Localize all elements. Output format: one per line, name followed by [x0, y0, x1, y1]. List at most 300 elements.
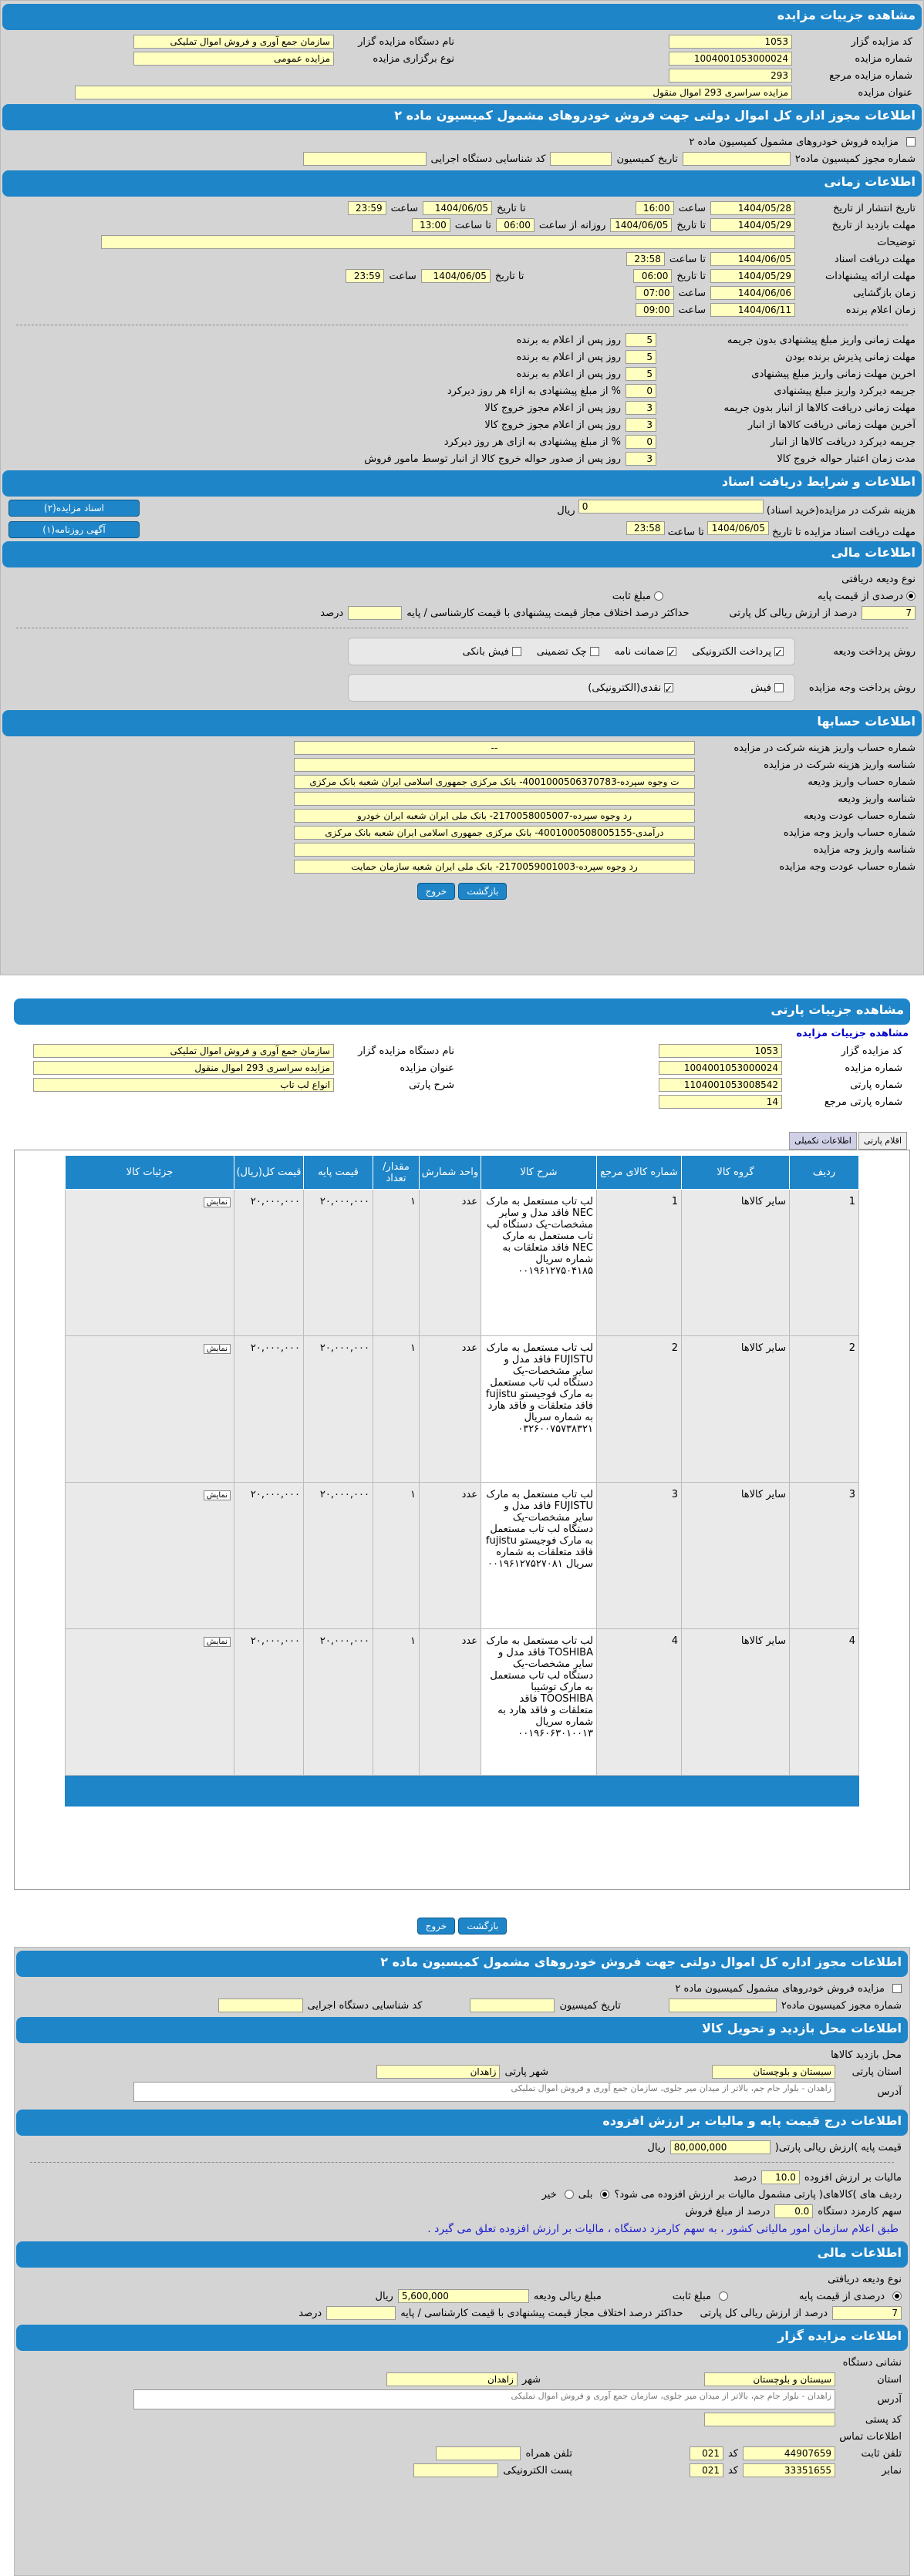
cell-price: ۲۰,۰۰۰,۰۰۰: [304, 1483, 373, 1629]
show-button[interactable]: نمایش: [204, 1344, 231, 1354]
terms-list: [1, 332, 923, 467]
permit-date-field: [550, 152, 612, 166]
cell-details: [66, 1336, 234, 1483]
party-subtitle: مشاهده جزییات مزایده: [796, 1028, 909, 1039]
pay-method-label: روش پرداخت ودیعه: [833, 645, 916, 658]
org-field: سازمان جمع آوری و فروش اموال تملیکی: [133, 35, 334, 49]
fee-label: هزینه شرکت در مزایده(خرید اسناد): [766, 505, 916, 517]
fee-share-label: سهم کارمزد دستگاه: [818, 2205, 902, 2217]
subject-field: مزایده سراسری 293 اموال منقول: [75, 86, 792, 99]
fax-code-label: کد: [727, 2464, 738, 2477]
cell-group: سایر کالاها: [682, 1190, 790, 1336]
price-opt-label: فیش: [750, 682, 771, 694]
newspaper-ad-button[interactable]: آگهی روزنامه(۱): [8, 521, 140, 538]
visit-to-label: تا تاریخ: [676, 219, 706, 231]
percent2-text: درصد از ارزش ریالی کل پارتی: [700, 2307, 828, 2319]
term-row: [1, 399, 923, 416]
fee-share-field: 0.0: [774, 2204, 813, 2218]
visit-h2-field: 13:00: [412, 218, 450, 232]
cell-price: ۲۰,۰۰۰,۰۰۰: [304, 1336, 373, 1483]
fixed2-radio[interactable]: [719, 2291, 728, 2301]
pub-hour2-label: ساعت: [390, 202, 419, 214]
cell-total: ۲۰,۰۰۰,۰۰۰: [234, 1336, 304, 1483]
offer-label: مهلت ارائه پیشنهادات: [825, 270, 916, 282]
table-footer: [65, 1776, 859, 1807]
price-pay-options: [348, 674, 795, 702]
party-subj-label: عنوان مزایده: [400, 1062, 454, 1074]
column-header: شماره کالای مرجع: [597, 1156, 682, 1190]
permit2-num-field: [669, 1999, 777, 2012]
party-subj-field: مزایده سراسری 293 اموال منقول: [33, 1061, 334, 1075]
no-radio[interactable]: [565, 2190, 574, 2199]
column-header: واحد شمارش: [420, 1156, 481, 1190]
permit-checkbox[interactable]: [906, 137, 916, 146]
no-label: خیر: [541, 2188, 557, 2201]
pay-opt-label: فیش بانکی: [462, 645, 509, 658]
term-row: [1, 349, 923, 365]
party-org-field: سازمان جمع آوری و فروش اموال تملیکی: [33, 1044, 334, 1058]
table-row: [66, 1190, 859, 1336]
pub-h2-field: 23:59: [348, 201, 386, 215]
table-row: [66, 1483, 859, 1629]
yes-label: بلی: [578, 2188, 593, 2201]
cell-total: ۲۰,۰۰۰,۰۰۰: [234, 1190, 304, 1336]
fee-field: 0: [578, 500, 764, 514]
term-row: [1, 382, 923, 399]
open-field: 1404/06/06: [710, 286, 795, 300]
offer-hour-label: ساعت: [389, 270, 416, 282]
account-label: شناسه واریز هزینه شرکت در مزایده: [764, 759, 916, 771]
column-header: مقدار/تعداد: [373, 1156, 420, 1190]
party-num-field: 1004001053000024: [659, 1061, 782, 1075]
party-code-label: کد مزایده گزار: [841, 1045, 902, 1057]
announce-field: 1404/06/11: [710, 303, 795, 317]
open-hour-label: ساعت: [678, 287, 706, 299]
account-label: شناسه واریز وجه مزایده: [813, 844, 916, 856]
cell-desc: لب تاب مستعمل به مارک TOSHIBA فاقد مدل و سایر مشخصات-یک دستگاه لب تاب مستعمل به مارک توشیبا TOOSHIBA فاقد متعلقات و فاقد هارد به شماره سریال ۰۰۱۹۶۰۶۳۰۱۰۰۱۳: [481, 1629, 597, 1776]
account-value: [294, 758, 695, 772]
permit2-checkbox[interactable]: [892, 1984, 902, 1993]
table-row: [66, 1629, 859, 1776]
term-value: 5: [626, 350, 656, 364]
permit-header: اطلاعات مجوز اداره کل اموال دولتی جهت فروش خودروهای مشمول کمیسیون ماده ۲: [2, 104, 922, 130]
party-back-button[interactable]: بازگشت: [458, 1918, 507, 1935]
term-value: 0: [626, 435, 656, 449]
cell-n: 1: [790, 1190, 859, 1336]
party-org-label: نام دستگاه مزایده گزار: [358, 1045, 454, 1057]
doc-tohour-label: تا ساعت: [669, 253, 706, 265]
exit-button[interactable]: خروج: [417, 883, 456, 900]
max-diff-field: [348, 606, 402, 620]
offer-h1-field: 06:00: [633, 269, 672, 283]
base-rial: ریال: [647, 2141, 666, 2153]
code-label: کد مزایده گزار: [851, 35, 912, 48]
term-unit: % از مبلغ پیشنهادی به ازای هر روز دیرکرد: [443, 436, 621, 448]
ref-label: شماره مزایده مرجع: [829, 69, 912, 82]
price-opt-label: نقدی(الکترونیکی): [588, 682, 662, 694]
visit-addr-label: آدرس: [877, 2086, 902, 2098]
base-label: قیمت پایه )ارزش ریالی پارتی(: [774, 2141, 902, 2153]
mobile-label: تلفن همراه: [525, 2447, 572, 2460]
column-header: شرح کالا: [481, 1156, 597, 1190]
back-button[interactable]: بازگشت: [458, 883, 507, 900]
max-diff-text: حداکثر درصد اختلاف مجاز قیمت پیشنهادی با قیمت کارشناسی / پایه: [406, 607, 690, 619]
pub-h1-field: 16:00: [636, 201, 674, 215]
offer-h2-field: 23:59: [346, 269, 384, 283]
visit-city-label: شهر پارتی: [504, 2066, 548, 2078]
party-ref-label: شماره پارتی مرجع: [824, 1096, 902, 1108]
cell-qty: ۱: [373, 1483, 420, 1629]
term-unit: % از مبلغ پیشنهادی به ازاء هر روز دیرکرد: [447, 385, 621, 397]
fixed-radio[interactable]: [654, 591, 663, 601]
mobile-field: [436, 2446, 521, 2460]
account-label: شماره حساب واریز وجه مزایده: [783, 827, 916, 839]
term-value: 3: [626, 401, 656, 415]
offer-to-field: 1404/06/05: [421, 269, 491, 283]
permit-num-label: شماره مجوز کمیسیون ماده۲: [794, 153, 916, 165]
auc-prov-label: استان: [877, 2373, 902, 2386]
permit2-header: اطلاعات مجوز اداره کل اموال دولتی جهت فروش خودروهای مشمول کمیسیون ماده ۲: [16, 1951, 908, 1977]
deadline-field: 1404/06/05: [707, 521, 769, 535]
open-h-field: 07:00: [636, 286, 674, 300]
price-opt-checkbox[interactable]: [774, 683, 784, 692]
auctioneer-header: اطلاعات مزایده گزار: [16, 2325, 908, 2351]
term-unit: روز پس از اعلام مجوز خروج کالا: [484, 419, 621, 431]
account-value: رد وجوه سپرده-2170058005007- بانک ملی ایران شعبه ایران خودرو: [294, 809, 695, 823]
cell-unit: عدد: [420, 1629, 481, 1776]
cell-group: سایر کالاها: [682, 1483, 790, 1629]
vat-unit: درصد: [733, 2171, 757, 2184]
term-value: 3: [626, 418, 656, 432]
percent2-label: درصدی از قیمت پایه: [799, 2290, 885, 2302]
table-row: [66, 1336, 859, 1483]
cell-details: [66, 1483, 234, 1629]
tel-label: تلفن ثابت: [861, 2447, 902, 2460]
cell-qty: ۱: [373, 1336, 420, 1483]
cell-desc: لب تاب مستعمل به مارک FUJISTU فاقد مدل و سایر مشخصات-یک دستگاه لب تاب مستعمل به مارک فوجیستو fujistu فاقد متعلقات به شماره سریال ۰۰۱۹۶۱۲۷۵۲۷۰۸۱: [481, 1483, 597, 1629]
account-value: رد وجوه سپرده-2170059001003- بانک ملی ایران شعبه سازمان حمایت: [294, 860, 695, 874]
desc-label: توضیحات: [877, 236, 916, 248]
party-ref-field: 14: [659, 1095, 782, 1109]
announce-hour-label: ساعت: [678, 304, 706, 316]
accounts-list: [1, 739, 923, 875]
amount-label: مبلغ ریالی ودیعه: [533, 2290, 602, 2302]
pay-opt-label: چک تضمینی: [536, 645, 587, 658]
fax-label: نمابر: [882, 2464, 902, 2477]
party-title: مشاهده جزییات پارتی: [14, 998, 910, 1025]
deposit2-type-label: نوع ودیعه دریافتی: [828, 2273, 902, 2285]
permit-date-label: تاریخ کمیسیون: [616, 153, 678, 165]
tax-header: اطلاعات درج قیمت پایه و مالیات بر ارزش افزوده: [16, 2110, 908, 2136]
type-field: مزایده عمومی: [133, 52, 334, 66]
term-label: مهلت زمانی دریافت کالاها از انبار بدون جریمه: [723, 402, 916, 414]
price-pay-label: روش پرداخت وجه مزایده: [808, 682, 916, 694]
fax-code-field: 021: [690, 2463, 723, 2477]
account-row: [1, 739, 923, 756]
term-value: 5: [626, 333, 656, 347]
tax-note: طبق اعلام سازمان امور مالیاتی کشور ، به سهم کارمزد دستگاه ، مالیات بر ارزش افزوده تعلق می گیرد .: [427, 2223, 899, 2235]
vat-field: 10.0: [761, 2170, 800, 2184]
visit-prov-label: استان پارتی: [851, 2066, 902, 2078]
account-label: شماره حساب عودت وجه مزایده: [779, 860, 916, 873]
account-row: [1, 841, 923, 858]
account-value: درآمدی-4001000508005155- بانک مرکزی جمهوری اسلامی ایران شعبه بانک مرکزی: [294, 826, 695, 840]
party-pnum-label: شماره پارتی: [850, 1079, 902, 1091]
accounts-header: اطلاعات حسابها: [2, 710, 922, 736]
number-field: 1004001053000024: [669, 52, 792, 66]
account-row: [1, 858, 923, 875]
cell-price: ۲۰,۰۰۰,۰۰۰: [304, 1629, 373, 1776]
column-header: قیمت کل(ریال): [234, 1156, 304, 1190]
fax-field: 33351655: [743, 2463, 835, 2477]
cell-unit: عدد: [420, 1483, 481, 1629]
offer-from-field: 1404/05/29: [710, 269, 795, 283]
account-row: [1, 790, 923, 807]
account-value: --: [294, 741, 695, 755]
cell-unit: عدد: [420, 1336, 481, 1483]
pay-opt-checkbox[interactable]: ✓: [667, 648, 676, 659]
term-row: [1, 332, 923, 349]
term-unit: روز پس از صدور حواله خروج کالا از انبار توسط مامور فروش: [364, 453, 621, 465]
term-value: 5: [626, 367, 656, 381]
pub-from-field: 1404/05/28: [710, 201, 795, 215]
doc-h-field: 23:58: [626, 252, 665, 266]
auction-details-section: [0, 0, 924, 975]
permit2-date-label: تاریخ کمیسیون: [559, 1999, 621, 2012]
auc-city-field: زاهدان: [386, 2372, 518, 2386]
term-value: 3: [626, 452, 656, 466]
page-title: مشاهده جزییات مزایده: [2, 4, 922, 30]
percent2-field: 7: [832, 2306, 902, 2320]
finance2-header: اطلاعات مالی: [16, 2241, 908, 2268]
cell-n: 2: [790, 1336, 859, 1483]
visit-from-field: 1404/05/29: [710, 218, 795, 232]
auc-addr-label: آدرس: [877, 2393, 902, 2406]
term-label: جریمه دیرکرد واریز مبلغ پیشنهادی: [774, 385, 916, 397]
column-header: ردیف: [790, 1156, 859, 1190]
cell-qty: ۱: [373, 1629, 420, 1776]
price-opt-checkbox[interactable]: ✓: [664, 684, 673, 695]
announce-h-field: 09:00: [636, 303, 674, 317]
cell-ref: 2: [597, 1336, 682, 1483]
account-value: ت وجوه سپرده-4001000506370783- بانک مرکزی جمهوری اسلامی ایران شعبه بانک مرکزی: [294, 775, 695, 789]
account-label: شناسه واریز ودیعه: [838, 793, 916, 805]
announce-label: زمان اعلام برنده: [845, 304, 916, 316]
term-unit: روز پس از اعلام به برنده: [516, 368, 621, 380]
term-label: اخرین مهلت زمانی واریز مبلغ پیشنهادی: [751, 368, 916, 380]
permit2-check-label: مزایده فروش خودروهای مشمول کمیسیون ماده ۲: [675, 1982, 885, 1995]
amount-rial: ریال: [375, 2290, 393, 2302]
docs-button[interactable]: اسناد مزایده(۲): [8, 500, 140, 517]
tel-field: 44907659: [743, 2446, 835, 2460]
vat-label: مالیات بر ارزش افزوده: [804, 2171, 902, 2184]
show-button[interactable]: نمایش: [204, 1490, 231, 1500]
pay-opt-checkbox[interactable]: [512, 647, 521, 656]
party-section: [14, 998, 910, 1908]
cell-total: ۲۰,۰۰۰,۰۰۰: [234, 1629, 304, 1776]
term-label: مهلت زمانی پذیرش برنده بودن: [784, 351, 916, 363]
permit2-num-label: شماره مجوز کمیسیون ماده۲: [781, 1999, 902, 2012]
amount-field: 5,600,000: [398, 2289, 529, 2303]
zip-field: [704, 2413, 835, 2426]
party-desc-field: انواع لب تاب: [33, 1078, 334, 1092]
doc-label: مهلت دریافت اسناد: [834, 253, 916, 265]
auc-city-label: شهر: [521, 2373, 541, 2386]
cell-n: 3: [790, 1483, 859, 1629]
cell-ref: 4: [597, 1629, 682, 1776]
permit-num-field: [683, 152, 791, 166]
docs-header: اطلاعات و شرایط دریافت اسناد: [2, 470, 922, 497]
party-num-label: شماره مزایده: [845, 1062, 902, 1074]
zip-label: کد پستی: [865, 2413, 902, 2426]
pub-to-field: 1404/06/05: [423, 201, 492, 215]
term-unit: روز پس از اعلام به برنده: [516, 351, 621, 363]
permit-id-label: کد شناسایی دستگاه اجرایی: [430, 153, 546, 165]
term-row: [1, 433, 923, 450]
visit-prov-field: سیستان و بلوچستان: [712, 2065, 835, 2079]
party-code-field: 1053: [659, 1044, 782, 1058]
desc-field: [101, 235, 795, 249]
account-label: شماره حساب عودت ودیعه: [803, 810, 916, 822]
code-field: 1053: [669, 35, 792, 49]
cell-desc: لب تاب مستعمل به مارک FUJISTU فاقد مدل و سایر مشخصات-یک دستگاه لب تاب مستعمل به مارک فوجیستو fujistu فاقد متعلقات و فاقد هارد به شماره سریال ۰۳۲۶۰۰۷۵۷۳۸۳۲۱: [481, 1336, 597, 1483]
cell-unit: عدد: [420, 1190, 481, 1336]
finance-header: اطلاعات مالی: [2, 541, 922, 567]
contact-title: اطلاعات تماس: [839, 2430, 902, 2443]
permit-id-field: [303, 152, 427, 166]
max2-field: [326, 2306, 396, 2320]
percent-field: 7: [862, 606, 916, 620]
visit-tohour-label: تا ساعت: [454, 219, 491, 231]
visit-city-field: زاهدان: [376, 2065, 500, 2079]
account-value: [294, 792, 695, 806]
column-header: گروه کالا: [682, 1156, 790, 1190]
permit2-id-field: [218, 1999, 303, 2012]
offer-to-label: تا تاریخ: [676, 270, 706, 282]
account-row: [1, 824, 923, 841]
tel-code-field: 021: [690, 2446, 723, 2460]
fixed2-label: مبلغ ثابت: [672, 2290, 712, 2302]
term-label: جریمه دیرکرد دریافت کالاها از انبار: [771, 436, 916, 448]
vat-question: ردیف های )کالاهای( پارتی مشمول مالیات بر ارزش افزوده می شود؟: [614, 2188, 902, 2201]
base-field: 80,000,000: [670, 2140, 771, 2154]
party-pnum-field: 1104001053008542: [659, 1078, 782, 1092]
offer-to2-label: تا تاریخ: [494, 270, 524, 282]
email-label: پست الکترونیکی: [503, 2464, 572, 2477]
deadline-h-field: 23:58: [626, 521, 665, 535]
open-label: زمان بازگشایی: [853, 287, 916, 299]
pay-opt-checkbox[interactable]: [590, 647, 599, 656]
account-label: شماره حساب واریز ودیعه: [808, 776, 916, 788]
percent2-radio[interactable]: [892, 2291, 902, 2301]
bottom-section: [14, 1947, 910, 2576]
time-header: اطلاعات زمانی: [2, 170, 922, 197]
deposit-type-label: نوع ودیعه دریافتی: [841, 573, 916, 585]
account-label: شماره حساب واریز هزینه شرکت در مزایده: [733, 742, 916, 754]
fixed-label: مبلغ ثابت: [612, 590, 652, 602]
yes-radio[interactable]: [600, 2190, 609, 2199]
cell-details: [66, 1629, 234, 1776]
pub-hour-label: ساعت: [678, 202, 706, 214]
party-desc-label: شرح پارتی: [409, 1079, 454, 1091]
number-label: شماره مزایده: [855, 52, 912, 65]
cell-details: [66, 1190, 234, 1336]
fee-rial: ریال: [557, 505, 575, 517]
term-label: مهلت زمانی واریز مبلغ پیشنهادی بدون جریمه: [727, 334, 916, 346]
percent-label: درصدی از قیمت پایه: [818, 590, 903, 602]
percent-radio[interactable]: [906, 591, 916, 601]
tab-more-info[interactable]: اطلاعات تکمیلی: [789, 1132, 857, 1150]
max-diff-unit: درصد: [320, 607, 344, 619]
cell-price: ۲۰,۰۰۰,۰۰۰: [304, 1190, 373, 1336]
visit-addr-field: زاهدان - بلوار جام جم، بالاتر از میدان میر جلوی، سازمان جمع آوری و فروش اموال تملیکی: [133, 2082, 835, 2102]
tab-items[interactable]: اقلام پارتی: [858, 1132, 907, 1150]
account-row: [1, 807, 923, 824]
account-row: [1, 756, 923, 773]
fee-share-unit: درصد از مبلغ فروش: [685, 2205, 771, 2217]
pay-options: [348, 638, 795, 665]
permit2-date-field: [470, 1999, 555, 2012]
term-value: 0: [626, 384, 656, 398]
cell-ref: 1: [597, 1190, 682, 1336]
pub-label: تاریخ انتشار از تاریخ: [832, 202, 916, 214]
addr-title: نشانی دستگاه: [842, 2356, 902, 2369]
cell-ref: 3: [597, 1483, 682, 1629]
party-exit-button[interactable]: خروج: [417, 1918, 456, 1935]
subject-label: عنوان مزایده: [858, 86, 912, 99]
account-value: [294, 843, 695, 857]
percent-text: درصد از ارزش ریالی کل پارتی: [729, 607, 857, 619]
visit-to-field: 1404/06/05: [610, 218, 672, 232]
org-label: نام دستگاه مزایده گزار: [358, 35, 454, 48]
deadline-label: مهلت دریافت اسناد مزایده تا تاریخ: [772, 527, 916, 538]
cell-group: سایر کالاها: [682, 1629, 790, 1776]
email-field: [413, 2463, 498, 2477]
term-unit: روز پس از اعلام مجوز خروج کالا: [484, 402, 621, 414]
auc-addr-field: زاهدان - بلوار جام جم، بالاتر از میدان میر جلوی، سازمان جمع آوری و فروش اموال تملیکی: [133, 2389, 835, 2409]
cell-n: 4: [790, 1629, 859, 1776]
pub-to-label: تا تاریخ: [497, 202, 526, 214]
type-label: نوع برگزاری مزایده: [373, 52, 454, 65]
term-unit: روز پس از اعلام به برنده: [516, 334, 621, 346]
account-row: [1, 773, 923, 790]
term-row: [1, 416, 923, 433]
doc-field: 1404/06/05: [710, 252, 795, 266]
visit-label: مهلت بازدید از تاریخ: [831, 219, 916, 231]
term-row: [1, 450, 923, 467]
pay-opt-label: پرداخت الکترونیکی: [692, 645, 771, 658]
goods-table: [65, 1155, 859, 1776]
term-label: مدت زمان اعتبار حواله خروج کالا: [777, 453, 916, 465]
visit-header: اطلاعات محل بازدید و تحویل کالا: [16, 2017, 908, 2043]
column-header: جزئیات کالا: [66, 1156, 234, 1190]
term-row: [1, 365, 923, 382]
max2-unit: درصد: [298, 2307, 322, 2319]
permit-check-label: مزایده فروش خودروهای مشمول کمیسیون ماده ۲: [689, 136, 899, 148]
tel-code-label: کد: [727, 2447, 738, 2460]
show-button[interactable]: نمایش: [204, 1197, 231, 1207]
deadline-tohour: تا ساعت: [667, 527, 704, 538]
cell-group: سایر کالاها: [682, 1336, 790, 1483]
max2-text: حداکثر درصد اختلاف مجاز قیمت پیشنهادی با قیمت کارشناسی / پایه: [400, 2307, 683, 2319]
cell-qty: ۱: [373, 1190, 420, 1336]
visit-daily-label: روزانه از ساعت: [538, 219, 606, 231]
pay-opt-label: ضمانت نامه: [614, 645, 665, 658]
visit-place-label: محل بازدید کالاها: [831, 2049, 902, 2061]
pay-opt-checkbox[interactable]: ✓: [774, 648, 783, 659]
show-button[interactable]: نمایش: [204, 1637, 231, 1647]
term-label: آخرین مهلت زمانی دریافت کالاها از انبار: [747, 419, 916, 431]
